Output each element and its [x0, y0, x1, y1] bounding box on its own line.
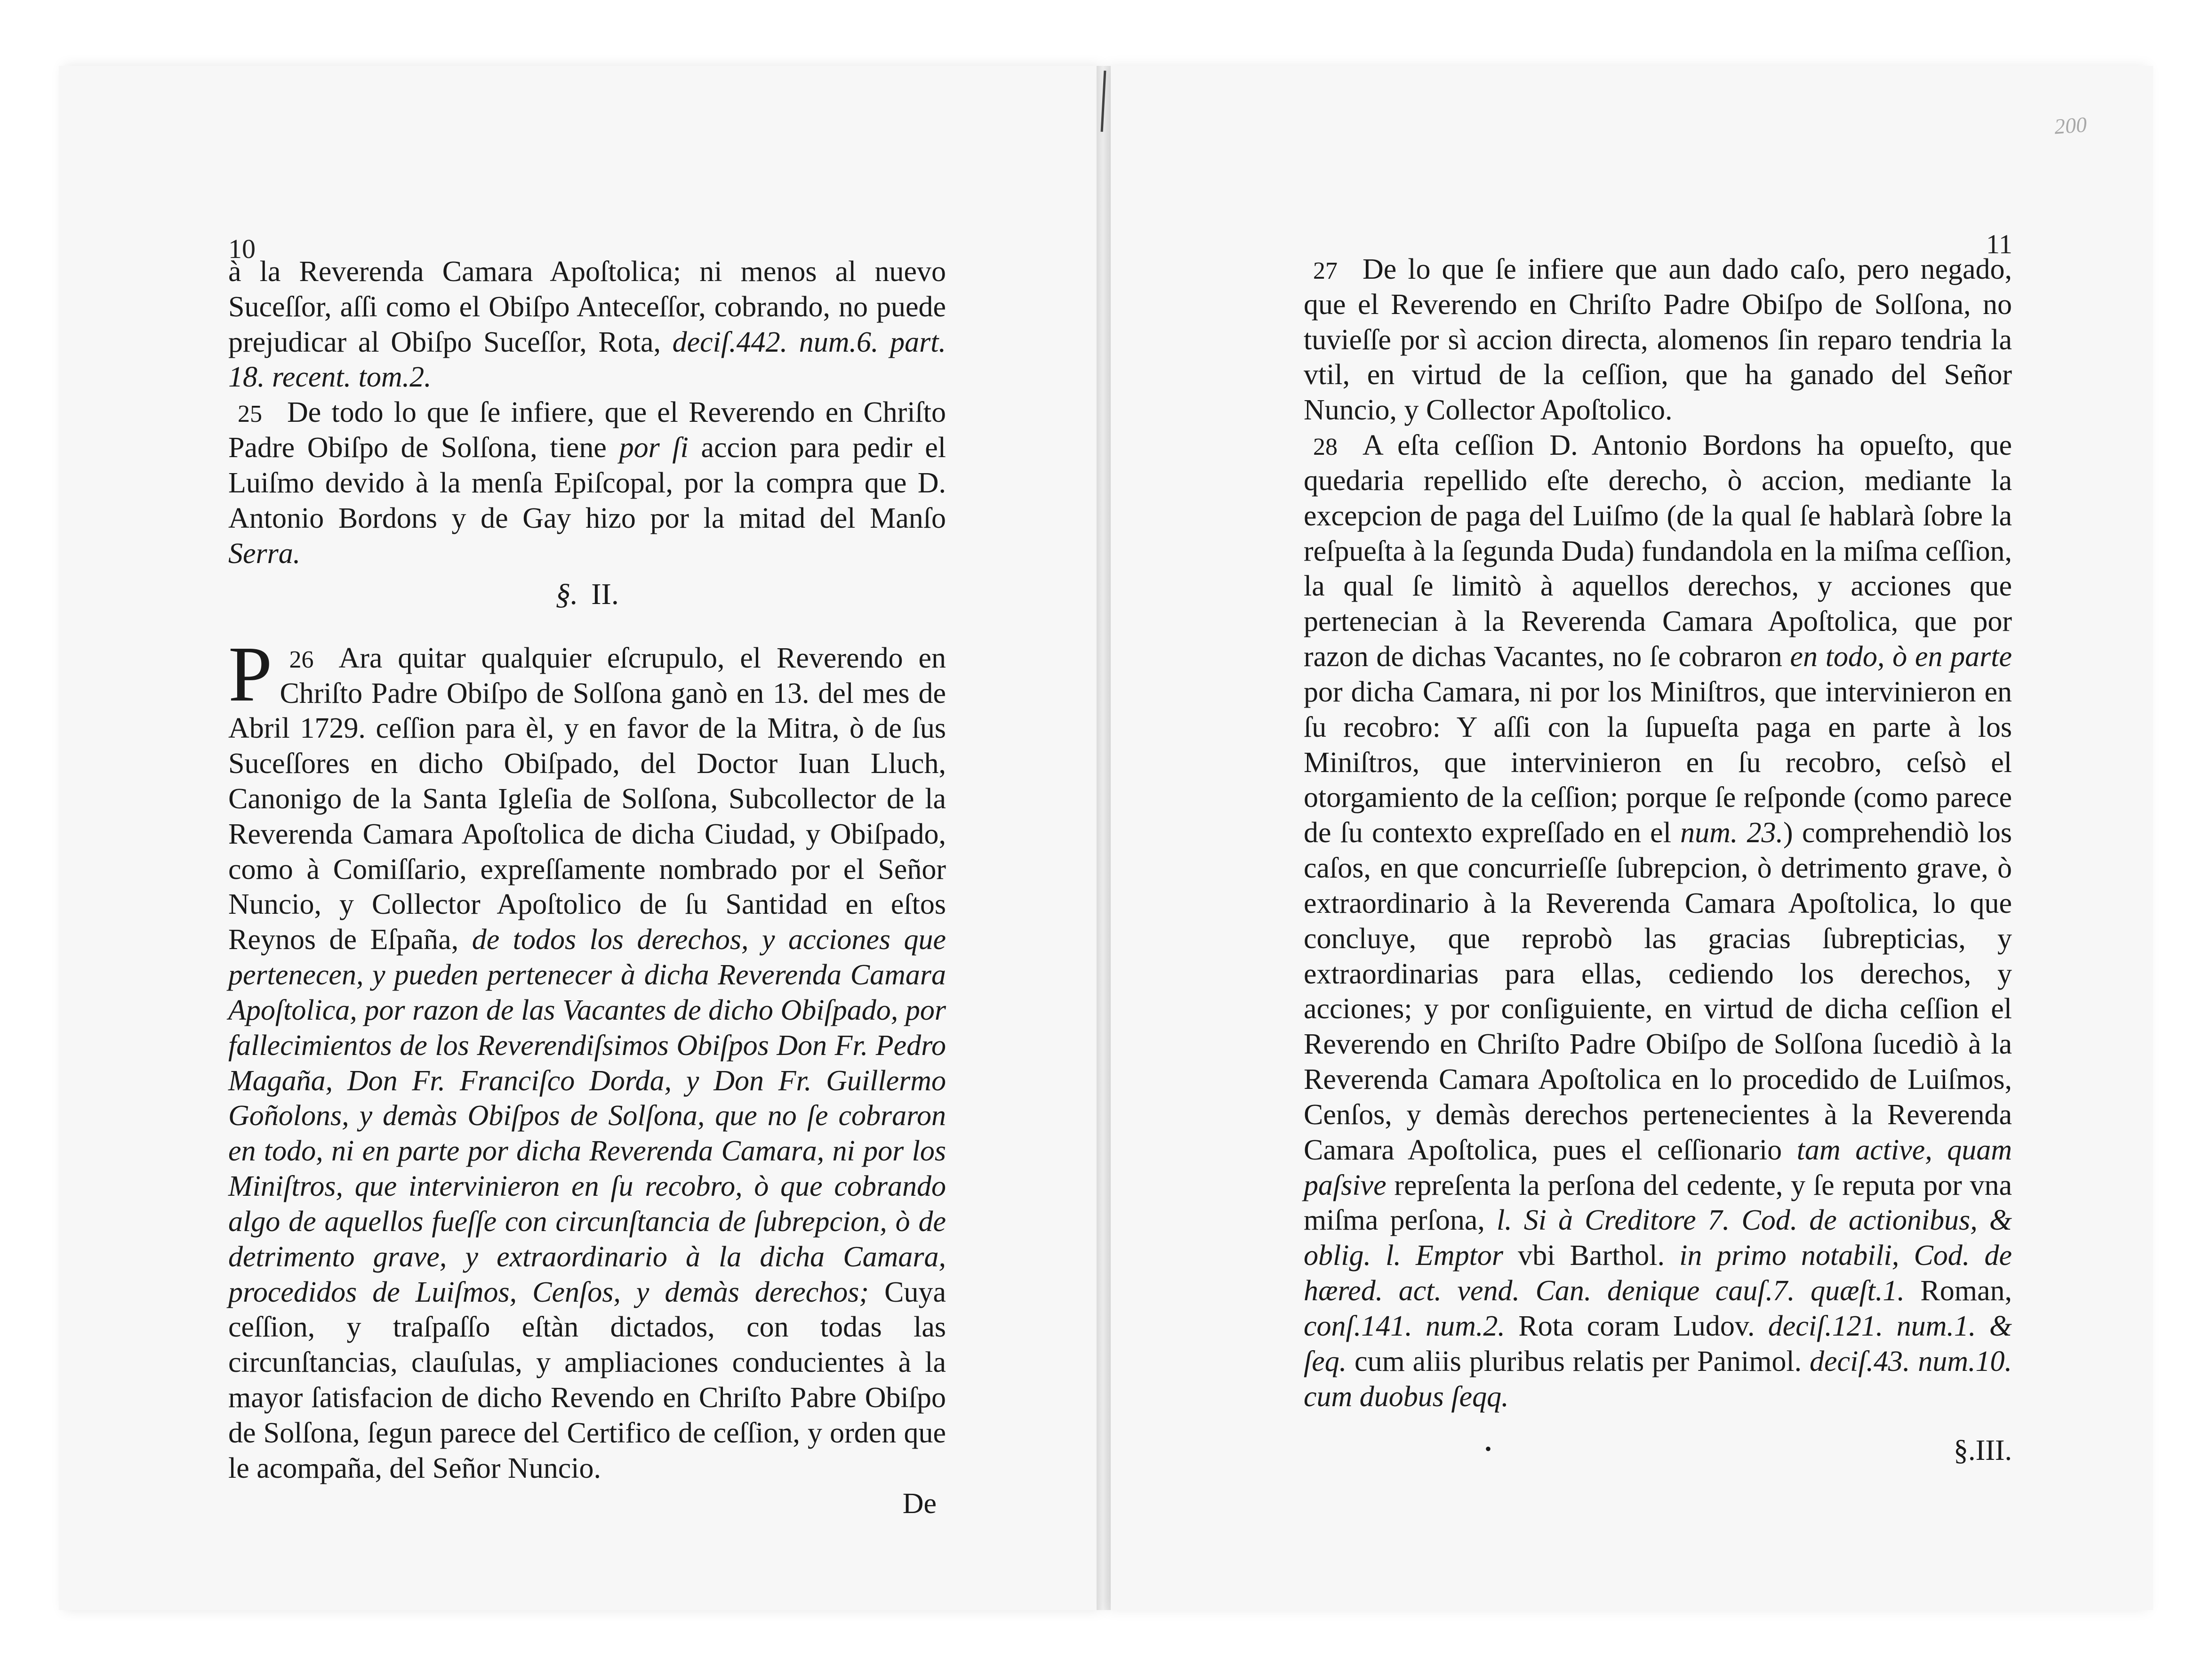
paragraph-number: 27 [1313, 258, 1338, 284]
opening-paragraph: à la Reverenda Camara Apoſtolica; ni menos al nuevo Suceſſor, aſſi como el Obiſpo Anteceſſor, cobrando, no puede prejudicar al Obiſpo Suceſſor, Rota, deciſ.442. num.6. part. 18. recent. tom.2. [228, 256, 946, 394]
page-number-left: 10 [228, 234, 256, 264]
paragraph-number: 25 [238, 401, 262, 428]
section-heading-ii [228, 576, 946, 612]
paragraph-number: 28 [1313, 434, 1338, 461]
handwritten-folio-number: 200 [2053, 112, 2088, 139]
next-section-catchword: §.III. [1954, 1434, 2012, 1467]
paragraph-number: 26 [289, 646, 314, 673]
paragraph-27: 27 De lo que ſe infiere que aun dado caſo, pero negado, que el Reverendo en Chriſto Padre Obiſpo de Solſona, no tuvieſſe por sì accion directa, alomenos ſin reparo tendria la vtil, en virtud de la ceſſion, que ha ganado del Señor Nuncio, y Collector Apoſtolico. [1304, 253, 2012, 427]
left-text-column [228, 254, 946, 1521]
paragraph-26: 26 P Ara quitar qualquier eſcrupulo, el Reverendo en Chriſto Padre Obiſpo de Solſona ganò en 13. del mes de Abril 1729. ceſſion para èl, y en favor de la Mitra, ò de ſus Suceſſores en dicho Obiſpado, del Doctor Iuan Lluch, Canonigo de la Santa Igleſia de Solſona, Subcollector de la Reverenda Camara Apoſtolica de dicha Ciudad, y Obiſpado, como à Comiſſario, expreſſamente nombrado por el Señor Nuncio, y Collector Apoſtolico de ſu Santidad en eſtos Reynos de Eſpaña, de todos los derechos, y acciones que pertenecen, y pueden pertenecer à dicha Reverenda Camara Apoſtolica, por razon de las Vacantes de dicho Obiſpado, por fallecimientos de los Reverendiſsimos Obiſpos Don Fr. Pedro Magaña, Don Fr. Franciſco Dorda, y Don Fr. Guillermo Goñolons, y demàs Obiſpos de Solſona, que no ſe cobraron en todo, ni en parte por dicha Reverenda Camara, ni por los Miniſtros, que intervinieron en ſu recobro, ò que cobrando algo de aquellos fueſſe con circunſtancia de ſubrepcion, ò de detrimento grave, y extraordinario à la dicha Camara, procedidos de Luiſmos, Cenſos, y demàs derechos; Cuya ceſſion, y traſpaſſo eſtàn dictados, con todas las circunſtancias, clauſulas, y ampliaciones conducientes à la mayor ſatisfacion de dicho Revendo en Chriſto Pabre Obiſpo de Solſona, ſegun parece del Certifico de ceſſion, y orden que le acompaña, del Señor Nuncio. [228, 630, 946, 1484]
right-page-footer [1304, 1433, 2012, 1475]
book-gutter [1097, 66, 1111, 1610]
page-number-right: 11 [1986, 229, 2012, 259]
section-symbol: §. [555, 577, 578, 611]
paragraph-28: 28 A eſta ceſſion D. Antonio Bordons ha opueſto, que quedaria repellido eſte derecho, ò accion, mediante la excepcion de paga del Luiſmo (de la qual ſe hablarà ſobre la reſpueſta à la ſegunda Duda) fundandola en la miſma ceſſion, la qual ſe limitò à aquellos derechos, y acciones que pertenecian à la Reverenda Camara Apoſtolica, que por razon de dichas Vacantes, no ſe cobraron en todo, ò en parte por dicha Camara, ni por los Miniſtros, que intervinieron en ſu recobro: Y aſſi con la ſupueſta paga en parte à los Miniſtros, que intervinieron en ſu recobro, ceſsò el otorgamiento de la ceſſion; porque ſe reſponde (como parece de ſu contexto expreſſado en el num. 23.) comprehendiò los caſos, en que concurrieſſe ſubrepcion, ò detrimento grave, ò extraordinario à la Reverenda Camara Apoſtolica, lo que concluye, que reprobò las gracias ſubrepticias, y extraordinarias para ellas, cediendo los derechos, y acciones; y por conſiguiente, en virtud de dicha ceſſion el Reverendo en Chriſto Padre Obiſpo de Solſona ſucediò à la Reverenda Camara Apoſtolica en lo procedido de Luiſmos, Cenſos, y demàs derechos pertenecientes à la Reverenda Camara Apoſtolica, pues el ceſſionario tam active, quam paſsive repreſenta la perſona del cedente, y ſe reputa por vna miſma perſona, l. Si à Creditore 7. Cod. de actionibus, & oblig. l. Emptor vbi Barthol. in primo notabili, Cod. de hæred. act. vend. Can. denique cauſ.7. quæſt.1. Roman, conſ.141. num.2. Rota coram Ludov. deciſ.121. num.1. & ſeq. cum aliis pluribus relatis per Panimol. deciſ.43. num.10. cum duobus ſeqq. [1304, 429, 2012, 1413]
section-title: II. [591, 577, 619, 611]
paragraph-25: 25 De todo lo que ſe infiere, que el Reverendo en Chriſto Padre Obiſpo de Solſona, tiene por ſi accion para pedir el Luiſmo devido à la menſa Epiſcopal, por la compra que D. Antonio Bordons y de Gay hizo por la mitad del Manſo Serra. [228, 396, 946, 570]
right-text-column [1304, 252, 2012, 1475]
catchword: De [902, 1487, 937, 1520]
drop-cap-letter: P [228, 630, 272, 718]
footer-mark: • [1485, 1438, 1492, 1460]
opening-citation: deciſ.442. num.6. part. 18. recent. tom.2. [228, 326, 946, 394]
